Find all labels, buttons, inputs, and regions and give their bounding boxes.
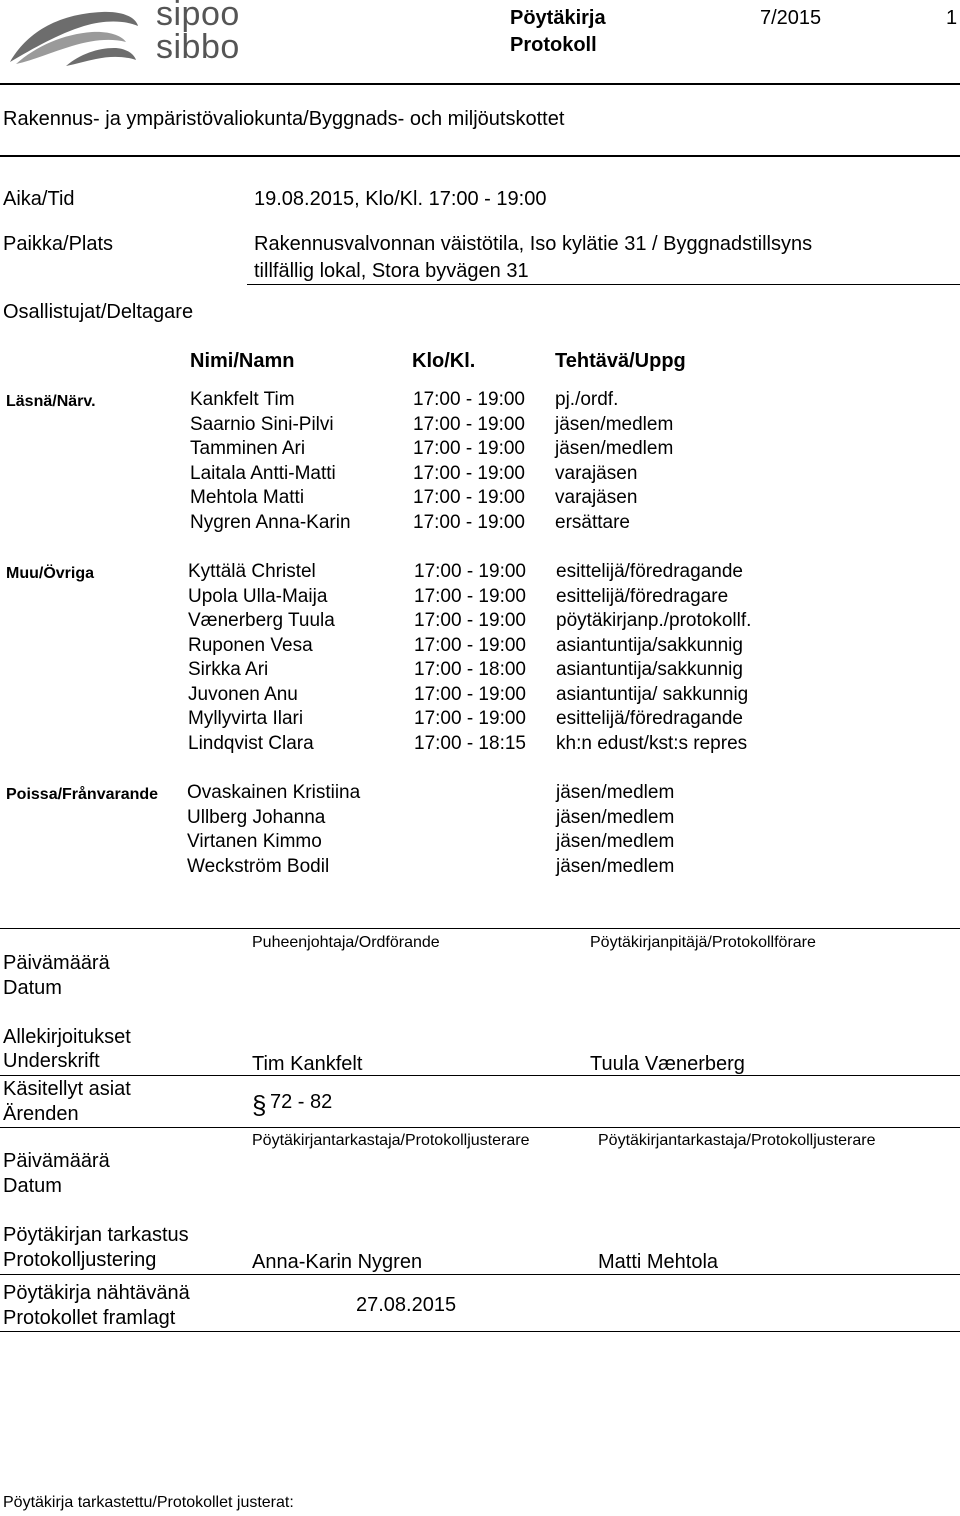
signatures-label-sv: Underskrift xyxy=(3,1050,100,1072)
time-value: 19.08.2015, Klo/Kl. 17:00 - 19:00 xyxy=(254,188,547,210)
place-line-2: tillfällig lokal, Stora byvägen 31 xyxy=(254,260,529,282)
participant-time: 17:00 - 19:00 xyxy=(414,683,526,705)
participant-role: kh:n edust/kst:s repres xyxy=(556,732,748,754)
participant-time: 17:00 - 19:00 xyxy=(414,708,526,729)
signature-divider xyxy=(0,1075,960,1076)
participant-name: Virtanen Kimmo xyxy=(187,831,322,852)
time-label: Aika/Tid xyxy=(3,188,75,210)
items-divider xyxy=(0,1127,960,1128)
participant-role: pj./ordf. xyxy=(555,389,619,410)
sipoo-logo-text xyxy=(156,0,240,64)
participant-name: Myllyvirta Ilari xyxy=(188,708,304,729)
participant-name: Laitala Antti-Matti xyxy=(190,462,336,484)
items-value: 72 - 82 xyxy=(270,1091,333,1113)
absent-names xyxy=(187,781,360,879)
column-header-time: Klo/Kl. xyxy=(412,350,476,372)
committee-divider xyxy=(0,155,960,157)
date-label-sv: Datum xyxy=(3,977,62,999)
place-label: Paikka/Plats xyxy=(3,233,114,255)
group-label-others: Muu/Övriga xyxy=(6,565,95,582)
participant-time: 17:00 - 18:15 xyxy=(414,732,526,754)
participant-role: esittelijä/föredragande xyxy=(556,561,743,582)
participant-name: Saarnio Sini-Pilvi xyxy=(190,413,334,435)
public-divider xyxy=(0,1331,960,1332)
date2-label-sv: Datum xyxy=(3,1175,62,1197)
participant-role: varajäsen xyxy=(555,487,638,508)
participants-label: Osallistujat/Deltagare xyxy=(3,301,194,323)
participant-role: asiantuntija/sakkunnig xyxy=(556,659,743,680)
place-divider xyxy=(247,284,960,285)
doc-type-sv: Protokoll xyxy=(510,34,597,56)
page-number: 1 xyxy=(946,7,958,29)
participant-role: jäsen/medlem xyxy=(556,782,675,803)
participant-name: Mehtola Matti xyxy=(190,487,305,508)
participant-role: varajäsen xyxy=(555,462,638,484)
participant-time: 17:00 - 19:00 xyxy=(413,413,525,435)
participant-role: esittelijä/föredragare xyxy=(556,585,729,607)
doc-type-fi: Pöytäkirja xyxy=(510,7,606,29)
participant-name: Ullberg Johanna xyxy=(187,806,326,828)
header-divider xyxy=(0,83,960,85)
doc-number: 7/2015 xyxy=(760,7,822,29)
public-date: 27.08.2015 xyxy=(356,1294,457,1316)
participant-role: asiantuntija/sakkunnig xyxy=(556,634,743,656)
present-times xyxy=(413,388,525,535)
signatures-label-fi: Allekirjoitukset xyxy=(3,1026,131,1048)
committee-name: Rakennus- ja ympäristövaliokunta/Byggnads- och miljöutskottet xyxy=(3,108,565,130)
participant-name: Lindqvist Clara xyxy=(188,732,314,754)
column-header-role: Tehtävä/Uppg xyxy=(555,350,686,372)
participant-role: pöytäkirjanp./protokollf. xyxy=(556,610,752,631)
participant-role: jäsen/medlem xyxy=(555,438,674,459)
logo-line-fi: sipoo xyxy=(156,0,240,33)
participant-time: 17:00 - 19:00 xyxy=(414,634,526,656)
participant-name: Vænerberg Tuula xyxy=(188,610,335,631)
chair-title: Puheenjohtaja/Ordförande xyxy=(252,934,440,951)
logo-line-sv: sibbo xyxy=(156,28,240,66)
present-names xyxy=(190,388,351,535)
check-divider xyxy=(0,1274,960,1275)
participant-time: 17:00 - 19:00 xyxy=(414,585,526,607)
participant-role: esittelijä/föredragande xyxy=(556,708,743,729)
participant-time: 17:00 - 19:00 xyxy=(413,462,525,484)
others-names xyxy=(188,560,335,756)
public-label-sv: Protokollet framlagt xyxy=(3,1307,176,1329)
checker-name-2: Matti Mehtola xyxy=(598,1251,719,1273)
participant-name: Upola Ulla-Maija xyxy=(188,585,328,607)
participant-time: 17:00 - 19:00 xyxy=(413,438,525,459)
signature-top-divider xyxy=(0,928,960,929)
present-roles xyxy=(555,388,673,535)
group-label-present: Läsnä/Närv. xyxy=(6,393,96,410)
participant-time: 17:00 - 19:00 xyxy=(413,511,525,533)
participant-role: jäsen/medlem xyxy=(555,413,674,435)
checker-name-1: Anna-Karin Nygren xyxy=(252,1251,423,1273)
participant-role: ersättare xyxy=(555,511,630,533)
participant-time: 17:00 - 19:00 xyxy=(413,487,525,508)
participant-name: Kyttälä Christel xyxy=(188,561,316,582)
participant-name: Ruponen Vesa xyxy=(188,634,313,656)
items-label-fi: Käsitellyt asiat xyxy=(3,1078,131,1100)
check-label-fi: Pöytäkirjan tarkastus xyxy=(3,1224,189,1246)
items-label-sv: Ärenden xyxy=(3,1103,79,1125)
participant-name: Weckström Bodil xyxy=(187,855,330,877)
checker-title-1: Pöytäkirjantarkastaja/Protokolljusterare xyxy=(252,1132,530,1149)
participant-time: 17:00 - 19:00 xyxy=(414,610,526,631)
participant-time: 17:00 - 19:00 xyxy=(413,389,525,410)
items-bullet: § xyxy=(252,1090,267,1120)
others-times xyxy=(414,560,526,756)
participant-name: Ovaskainen Kristiina xyxy=(187,782,361,803)
public-label-fi: Pöytäkirja nähtävänä xyxy=(3,1282,190,1304)
place-line-1: Rakennusvalvonnan väistötila, Iso kylätie 31 / Byggnadstillsyns xyxy=(254,233,813,255)
sipoo-logo-icon xyxy=(6,4,140,68)
participant-role: asiantuntija/ sakkunnig xyxy=(556,683,749,705)
participant-name: Tamminen Ari xyxy=(190,438,306,459)
others-roles xyxy=(556,560,751,756)
participant-name: Kankfelt Tim xyxy=(190,389,295,410)
secretary-title: Pöytäkirjanpitäjä/Protokollförare xyxy=(590,934,816,951)
participant-role: jäsen/medlem xyxy=(556,855,675,877)
group-label-absent: Poissa/Frånvarande xyxy=(6,786,159,803)
footer-note: Pöytäkirja tarkastettu/Protokollet justerat: xyxy=(3,1494,294,1511)
checker-title-2: Pöytäkirjantarkastaja/Protokolljusterare xyxy=(598,1132,876,1149)
participant-time: 17:00 - 19:00 xyxy=(414,561,526,582)
participant-name: Juvonen Anu xyxy=(188,683,298,705)
participant-name: Sirkka Ari xyxy=(188,659,269,680)
date2-label-fi: Päivämäärä xyxy=(3,1150,110,1172)
participant-name: Nygren Anna-Karin xyxy=(190,511,351,533)
participant-role: jäsen/medlem xyxy=(556,831,675,852)
date-label-fi: Päivämäärä xyxy=(3,952,110,974)
column-header-name: Nimi/Namn xyxy=(190,350,295,372)
participant-time: 17:00 - 18:00 xyxy=(414,659,526,680)
secretary-name: Tuula Vænerberg xyxy=(590,1053,745,1075)
absent-roles xyxy=(556,781,674,879)
participant-role: jäsen/medlem xyxy=(556,806,675,828)
chair-name: Tim Kankfelt xyxy=(252,1053,363,1075)
check-label-sv: Protokolljustering xyxy=(3,1249,157,1271)
